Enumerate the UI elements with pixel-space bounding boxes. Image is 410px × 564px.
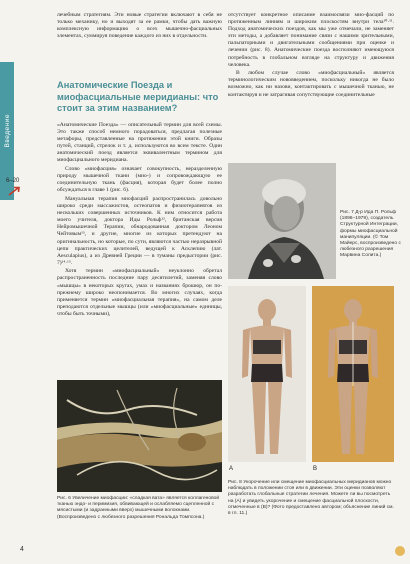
- myofascia-photo-image: [57, 380, 222, 492]
- posture-photo-a: [228, 286, 306, 462]
- chapter-tab-label: Введение: [3, 114, 11, 148]
- posture-photo-b-image: [312, 286, 394, 462]
- intro-paragraph: лечебным стратегиям. Эти новые стратегии включают в себя не только механику, но и выходят за ее рамки, чтобы дать важную комплексную информацию о всех мышечно-фасциальных элементах, суммируя поведение каждого из них в отдельности.: [57, 12, 222, 40]
- myofascia-photo: [57, 380, 222, 492]
- right-text-column: [228, 12, 394, 162]
- left-paragraph-1: «Анатомические Поезда» — описательный термин для всей схемы. Это также способ немного порадоваться, предлагая полезные метафоры, представленные на протяжении этой книги. Образы путей, станций, стрелок и т. д. используются во всем тексте. Один анатомический поезд является эквивалентным термином для миофасциального меридиана.: [57, 122, 222, 164]
- page-number: 4: [20, 546, 24, 553]
- left-paragraph-3: Мануальная терапия миофасций распространилась довольно широко среди массажистов, остеопатов и физиотерапевтов из нескольких совершенных источников. К ним относится работа моего учителя, доктора Иды Рольф¹², британская версия Нейромышечной Терапии, обнародованная доктором Леоном Чейтовым¹³, и другие, многие из которых претендуют на оригинальность, но которые, по сути, являются частью неразрывной цепи практических целителей, ведущей к Асклепию (лат. Aesculapius), а из Древней Греции — в туманы предыстории (рис. 7)¹⁴·¹⁵.: [57, 195, 222, 266]
- arrow-up-right-icon: [8, 186, 22, 196]
- intro-paragraph-column: [57, 12, 222, 64]
- photo-a-label: A: [229, 466, 234, 472]
- portrait-photo: [228, 163, 336, 279]
- figure-6-caption: Рис. 6 Увеличение миофасции: «сладкая вата» является коллагеновой тканью эндо- и перимизия, обвивающей и ослабляемо сцепленной с мясистыми (и задранными вверх) мышечными волокнами. (Воспроизведено с любезного разрешения Рональда Томпсона.): [57, 496, 220, 520]
- figure-7-caption: Рис. 7 Д-р Ида П. Рольф (1896–1979), создатель Структурной Интеграции, формы миофасциальной манипуляции. (© Том Майерс, воспроизведено с любезного разрешения Марвина Солита.): [340, 210, 401, 259]
- corner-decoration: [395, 546, 405, 556]
- left-text-column: [57, 122, 222, 368]
- portrait-photo-image: [228, 163, 336, 279]
- section-heading: Анатомические Поезда и миофасциальные меридианы: что стоит за этим названием?: [57, 80, 219, 113]
- figure-8-caption: Рис. 8 Укорочение или смещение миофасциальных меридианов можно наблюдать в положении стоя или в движении. Эти оценки позволяют разработать глобальные стратегии лечения. Можете ли вы посмотреть на (A) и увидеть укорочение и смещение фасциальной плоскости, отмеченные в (B)? (Фото предоставлено автором; объяснение линий см. в гл. 11.): [228, 480, 394, 517]
- left-paragraph-4: Хотя термин «миофасциальный» неуклонно обретал распространенность последние пару десятилетий, заменяя слово «мышцы» в некоторых кругах, умах и названиях брошюр, он по-прежнему широко неопонимается. Во многих случаях, когда применяется термин «миофасциальная терапия», на самом деле преподаются отдельные мышцы (или «миофасциальные» единицы, чтобы быть точными),: [57, 268, 222, 317]
- photo-b-label: B: [313, 466, 318, 472]
- right-paragraph-2: В любом случае слово «миофасциальный» является терминологическим нововведением, поскольку никогда не было возможно, как ни назови, контактировать с мышечной тканью, не контактируя и не затрагивая сопутствующие соединительные: [228, 70, 394, 98]
- left-paragraph-2: Слово «миофасция» означает совокупность, неразделенную природу мышечной ткани (мио-) и сопровождающую ее соединительную ткань (фасция), которая будет более полно обсуждаться в главе 1 (рис. 6).: [57, 166, 222, 194]
- posture-photo-b: [312, 286, 394, 462]
- right-paragraph-1: отсутствует конкретное описание взаимосвязи мио-фасций по протяженным линиям и широким плоскостям внутри тела¹⁰·¹¹. Подход анатомических поездов, как мы уже отмечали, не заменяет эти методы, а добавляет понимание связи с нашими зрительными, пальпаторными и двигательными сообщениями при оценке и лечении (рис. 8). Анатомические поезда восполняют имеющуюся потребность в глобальном взгляде на структуру и движения человека.: [228, 12, 394, 68]
- cross-reference-label: 6–20: [6, 178, 20, 184]
- posture-photo-a-image: [228, 286, 306, 462]
